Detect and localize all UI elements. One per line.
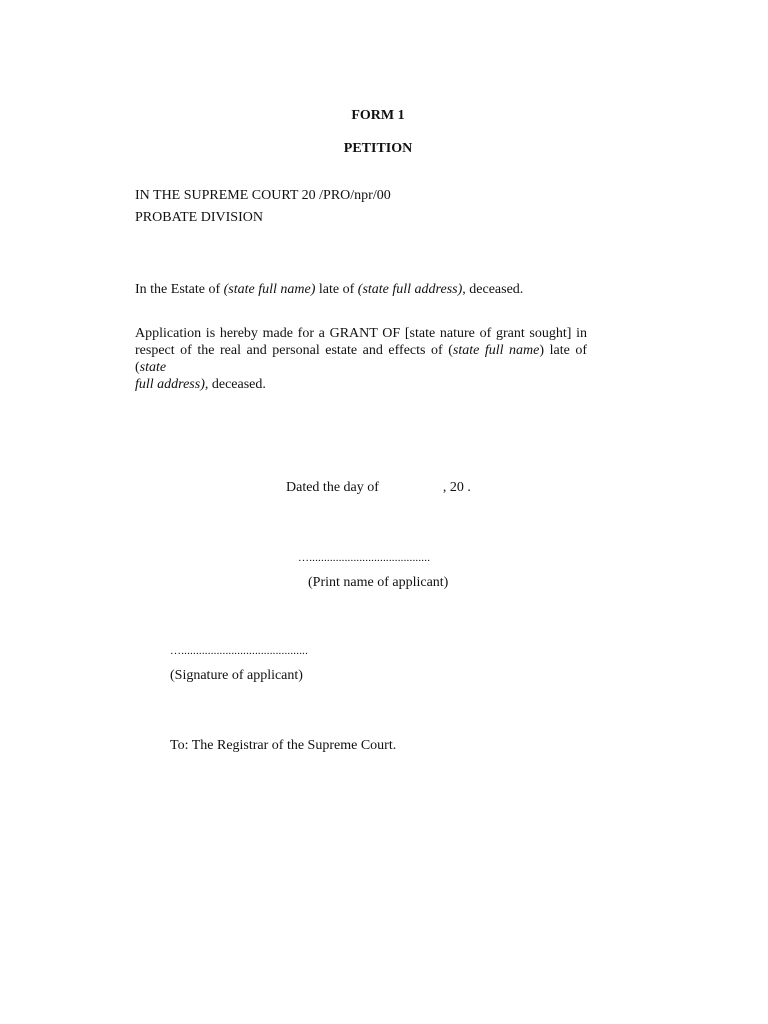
- estate-middle: late of: [315, 282, 358, 297]
- application-address-start: state: [139, 360, 167, 375]
- print-name-dotted-line: ….........................................: [298, 552, 431, 564]
- division-line: PROBATE DIVISION: [135, 210, 263, 225]
- dated-suffix: , 20 .: [442, 480, 471, 495]
- court-line: IN THE SUPREME COURT 20 /PRO/npr/00: [135, 188, 391, 203]
- print-name-label: (Print name of applicant): [308, 575, 449, 590]
- application-line-2: [135, 342, 587, 376]
- application-paragraph: [135, 325, 587, 393]
- application-name-placeholder: state full name: [452, 343, 540, 358]
- signature-label: (Signature of applicant): [170, 668, 303, 683]
- estate-line: [135, 281, 523, 298]
- application-line-3: [135, 376, 587, 393]
- recipient-line: To: The Registrar of the Supreme Court.: [170, 738, 397, 753]
- estate-address-placeholder: (state full address): [357, 282, 463, 297]
- estate-suffix: , deceased.: [462, 282, 524, 297]
- dated-prefix: Dated the day of: [286, 480, 379, 495]
- application-address-end: full address): [135, 377, 205, 392]
- application-line-2-prefix: respect of the real and personal estate and effects of (: [135, 343, 453, 358]
- form-number: FORM 1: [351, 108, 405, 123]
- application-line-3-suffix: , deceased.: [204, 377, 266, 392]
- dated-line: [286, 480, 471, 496]
- application-line-2-middle: ) late of (: [135, 343, 587, 375]
- application-line-1: Application is hereby made for a GRANT OF [state nature of grant sought] in: [135, 326, 587, 341]
- estate-name-placeholder: (state full name): [223, 282, 316, 297]
- estate-prefix: In the Estate of: [135, 282, 224, 297]
- document-title: PETITION: [343, 141, 413, 156]
- signature-dotted-line: …...........................................: [170, 645, 309, 657]
